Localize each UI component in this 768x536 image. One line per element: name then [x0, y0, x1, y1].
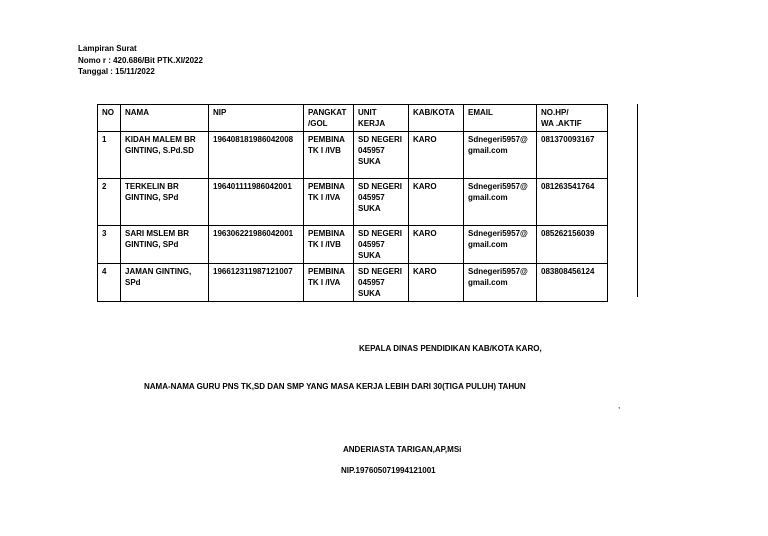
table-cell: Sdnegeri5957@gmail.com	[464, 179, 537, 226]
nomor-label: Nomo r : 420.686/Bit PTK.XI/2022	[78, 56, 203, 65]
kepala-dinas-label: KEPALA DINAS PENDIDIKAN KAB/KOTA KARO,	[359, 344, 542, 353]
table-cell: 085262156039	[537, 226, 608, 264]
table-header-row	[98, 105, 608, 132]
divider-line	[637, 104, 638, 297]
signatory-name: ANDERIASTA TARIGAN,AP,MSi	[343, 445, 462, 454]
table-cell: 4	[98, 264, 121, 302]
tanggal-label: Tanggal : 15/11/2022	[78, 67, 155, 76]
column-header: NIP	[209, 105, 304, 132]
table-cell: PEMBINA TK I /IVB	[304, 132, 354, 179]
column-header: NO.HP/ WA .AKTIF	[537, 105, 608, 132]
table-cell: SD NEGERI 045957 SUKA	[354, 132, 409, 179]
table-cell: PEMBINA TK I /IVA	[304, 264, 354, 302]
stray-comma: ,	[618, 401, 621, 410]
table-row	[98, 132, 608, 179]
document-title: NAMA-NAMA GURU PNS TK,SD DAN SMP YANG MASA KERJA LEBIH DARI 30(TIGA PULUH) TAHUN	[144, 382, 526, 391]
table-cell: KARO	[409, 179, 464, 226]
table-cell: Sdnegeri5957@gmail.com	[464, 264, 537, 302]
table-row	[98, 264, 608, 302]
table-cell: KARO	[409, 132, 464, 179]
teacher-table	[97, 104, 608, 302]
table-cell: SD NEGERI 045957 SUKA	[354, 179, 409, 226]
table-cell: 081263541764	[537, 179, 608, 226]
lampiran-label: Lampiran Surat	[78, 44, 137, 53]
table-cell: SD NEGERI 045957 SUKA	[354, 226, 409, 264]
table-cell: 196408181986042008	[209, 132, 304, 179]
column-header: NAMA	[121, 105, 209, 132]
table-cell: SARI MSLEM BR GINTING, SPd	[121, 226, 209, 264]
table-cell: 081370093167	[537, 132, 608, 179]
table-cell: 2	[98, 179, 121, 226]
table-cell: 083808456124	[537, 264, 608, 302]
table-cell: KIDAH MALEM BR GINTING, S.Pd.SD	[121, 132, 209, 179]
table-cell: PEMBINA TK I /IVA	[304, 179, 354, 226]
column-header: PANGKAT /GOL	[304, 105, 354, 132]
table-cell: 1	[98, 132, 121, 179]
table-cell: 196612311987121007	[209, 264, 304, 302]
table-cell: 196306221986042001	[209, 226, 304, 264]
table-cell: PEMBINA TK I /IVB	[304, 226, 354, 264]
table-cell: Sdnegeri5957@gmail.com	[464, 132, 537, 179]
table-cell: TERKELIN BR GINTING, SPd	[121, 179, 209, 226]
table-cell: 3	[98, 226, 121, 264]
table-row	[98, 226, 608, 264]
column-header: UNIT KERJA	[354, 105, 409, 132]
table-cell: 196401111986042001	[209, 179, 304, 226]
column-header: KAB/KOTA	[409, 105, 464, 132]
table-cell: KARO	[409, 264, 464, 302]
table-cell: SD NEGERI 045957 SUKA	[354, 264, 409, 302]
table-cell: Sdnegeri5957@gmail.com	[464, 226, 537, 264]
table-cell: JAMAN GINTING, SPd	[121, 264, 209, 302]
column-header: NO	[98, 105, 121, 132]
column-header: EMAIL	[464, 105, 537, 132]
signatory-nip: NIP.197605071994121001	[341, 466, 436, 475]
table-cell: KARO	[409, 226, 464, 264]
table-row	[98, 179, 608, 226]
